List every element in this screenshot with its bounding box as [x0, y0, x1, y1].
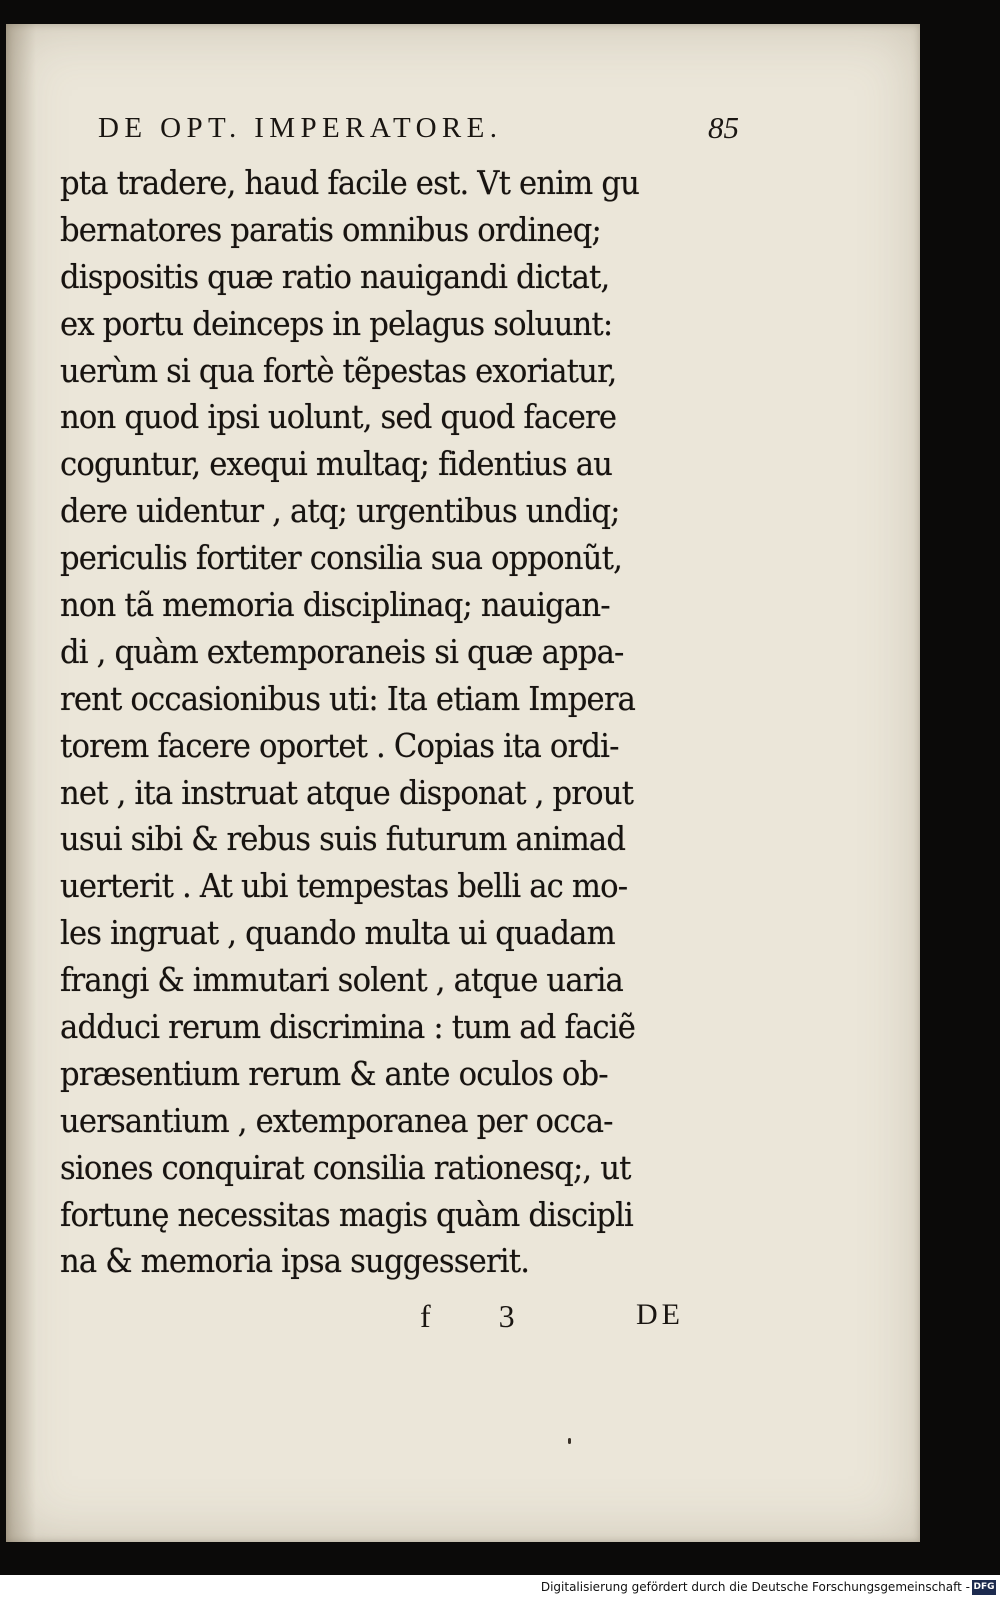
text-line: uersantium , extemporanea per occa-	[60, 1100, 613, 1140]
text-line: net , ita instruat atque disponat , prout	[60, 772, 634, 812]
page-gutter-shadow	[6, 24, 36, 1542]
text-line: fortunę necessitas magis quàm discipli	[60, 1194, 634, 1234]
text-line: adduci rerum discrimina : tum ad faciẽ	[60, 1007, 636, 1047]
text-line: bernatores paratis omnibus ordineq;	[60, 209, 601, 249]
text-line: uerterit . At ubi tempestas belli ac mo-	[60, 866, 628, 906]
text-line: di , quàm extemporaneis si quæ appa-	[60, 631, 624, 671]
text-line: non tã memoria disciplinaq; nauigan-	[60, 585, 610, 625]
text-line: coguntur, exequi multaq; fidentius au	[60, 444, 613, 484]
text-line: periculis fortiter consilia sua opponũt,	[60, 538, 623, 578]
digitization-credit: Digitalisierung gefördert durch die Deutsche Forschungsgemeinschaft -	[540, 1580, 970, 1594]
text-line: non quod ipsi uolunt, sed quod facere	[60, 397, 617, 437]
text-line: dispositis quæ ratio nauigandi dictat,	[60, 256, 610, 296]
text-line: præsentium rerum & ante oculos ob-	[60, 1053, 608, 1093]
text-line: usui sibi & rebus suis futurum animad	[60, 819, 626, 859]
signature-mark: f 3	[420, 1298, 545, 1334]
text-line: frangi & immutari solent , atque uaria	[60, 960, 624, 1000]
text-line: torem facere oportet . Copias ita ordi-	[60, 725, 619, 765]
paper-speck	[568, 1438, 571, 1444]
text-line: na & memoria ipsa suggesserit.	[60, 1241, 530, 1281]
text-line: siones conquirat consilia rationesq;, ut	[60, 1147, 631, 1187]
body-text	[60, 160, 760, 1285]
text-line: rent occasionibus uti: Ita etiam Impera	[60, 678, 636, 718]
text-line: uerùm si qua fortè tẽpestas exoriatur,	[60, 350, 617, 390]
dfg-logo: DFG	[972, 1580, 996, 1595]
text-line: dere uidentur , atq; urgentibus undiq;	[60, 491, 620, 531]
page-number: 85	[708, 110, 739, 145]
text-line: les ingruat , quando multa ui quadam	[60, 913, 615, 953]
text-line: ex portu deinceps in pelagus soluunt:	[60, 303, 613, 343]
running-head: DE OPT. IMPERATORE.	[98, 112, 503, 144]
catchword: DE	[636, 1298, 684, 1331]
text-line: pta tradere, haud facile est. Vt enim gu	[60, 163, 640, 202]
